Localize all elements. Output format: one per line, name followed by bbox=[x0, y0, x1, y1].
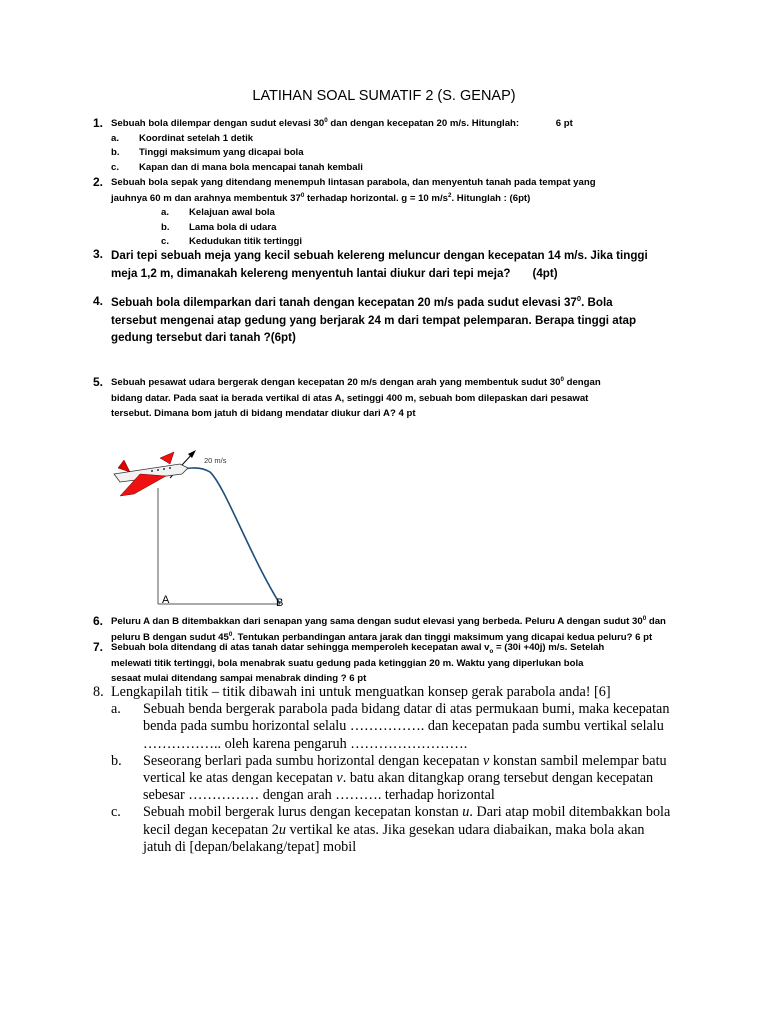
list-item: c. Kedudukan titik tertinggi bbox=[161, 236, 302, 247]
question-text: Peluru A dan B ditembakkan dari senapan yang sama dengan sudut elevasi yang berbeda. Peluru A dengan sudut $30^0$ dan peluru B dengan sudut $45^0$. Tentukan perbandingan antara jarak dan tinggi maksimum yang dicapai kedua peluru? 6 pt bbox=[111, 614, 666, 643]
question-text: Sebuah pesawat udara bergerak dengan kecepatan 20 m/s dengan arah yang membentuk sudut $30^0$ dengan bidang datar. Pada saat ia berada vertikal di atas A, setinggi 400 m, sebuah bom dilepaskan dari pesawat tersebut. Dimana bom jatuh di bidang mendatar diukur dari A? 4 pt bbox=[111, 375, 601, 419]
question-number: 8. bbox=[93, 684, 104, 700]
question-number: 3. bbox=[93, 247, 104, 261]
question-1 bbox=[93, 116, 683, 175]
points-label: 6 pt bbox=[555, 118, 573, 129]
list-item: b. Tinggi maksimum yang dicapai bola bbox=[111, 147, 304, 158]
list-item: a. Sebuah benda bergerak parabola pada bidang datar di atas permukaan bumi, maka kecepatan benda pada sumbu horizontal selalu ……………. dan kecepatan pada sumbu vertikal selalu …………….. oleh karena pengaruh ……………………. bbox=[111, 701, 670, 752]
points-label: (4pt) bbox=[532, 266, 558, 280]
question-text: Sebuah bola sepak yang ditendang menempuh lintasan parabola, dan menyentuh tanah pada tempat yang jauhnya 60 m dan arahnya membentuk $37^0$ terhadap horizontal. g = 10 $m/s^2$. Hitunglah : (6pt) bbox=[111, 177, 596, 204]
question-number: 6. bbox=[93, 614, 104, 628]
page-title: LATIHAN SOAL SUMATIF 2 (S. GENAP) bbox=[252, 88, 516, 104]
question-5 bbox=[93, 375, 683, 422]
question-4 bbox=[93, 294, 683, 347]
question-text: Dari tepi sebuah meja yang kecil sebuah kelereng meluncur dengan kecepatan 14 m/s. Jika tinggi meja 1,2 m, dimanakah kelereng menyentuh lantai diukur dari tepi meja? (4pt) bbox=[111, 249, 648, 280]
list-item: c. Kapan dan di mana bola mencapai tanah kembali bbox=[111, 161, 363, 173]
question-8 bbox=[93, 684, 683, 856]
question-number: 5. bbox=[93, 375, 104, 389]
trajectory-diagram bbox=[100, 446, 300, 614]
question-number: 4. bbox=[93, 294, 104, 308]
list-item: a. Kelajuan awal bola bbox=[161, 207, 275, 218]
list-item: a. Koordinat setelah 1 detik bbox=[111, 132, 254, 144]
list-item: b. Seseorang berlari pada sumbu horizontal dengan kecepatan v konstan sambil melempar batu vertical ke atas dengan kecepatan v. batu akan ditangkap orang tersebut dengan kecepatan sebesar …………… dengan arah ………. terhadap horizontal bbox=[111, 752, 667, 804]
list-item: b. Lama bola di udara bbox=[161, 221, 277, 233]
question-text: Lengkapilah titik – titik dibawah ini untuk menguatkan konsep gerak parabola anda! [6] bbox=[111, 684, 611, 700]
trajectory-curve bbox=[160, 468, 280, 604]
question-7 bbox=[93, 640, 683, 687]
list-item: c. Sebuah mobil bergerak lurus dengan kecepatan konstan u. Dari atap mobil ditembakkan bola kecil degan kecepatan 2u vertikal ke atas. Jika gesekan udara diabaikan, maka bola akan jatuh di [depan/belakang/tepat] mobil bbox=[111, 804, 671, 855]
question-text: Sebuah bola dilemparkan dari tanah dengan kecepatan 20 m/s pada sudut elevasi $37^0$. Bola tersebut mengenai atap gedung yang berjarak 24 m dari tempat pelemparan. Berapa tinggi atap gedung tersebut dari tanah ?(6pt) bbox=[111, 294, 637, 344]
point-b-label: B bbox=[276, 597, 284, 609]
airplane-icon bbox=[114, 452, 188, 496]
question-number: 1. bbox=[93, 116, 104, 130]
trajectory-svg bbox=[100, 446, 300, 614]
question-number: 7. bbox=[93, 640, 104, 654]
point-a-label: A bbox=[162, 594, 170, 606]
question-number: 2. bbox=[93, 175, 104, 189]
question-text: Sebuah bola dilempar dengan sudut elevasi $30^0$ dan dengan kecepatan 20 m/s. Hitunglah: 6 pt bbox=[111, 116, 573, 129]
velocity-label: 20 m/s bbox=[204, 456, 227, 465]
question-3 bbox=[93, 247, 683, 282]
question-text: Sebuah bola ditendang di atas tanah datar sehingga memperoleh kecepatan awal $v_o = (30i +40j)$ m/s. Setelah melewati titik tertinggi, bola menabrak suatu gedung pada ketinggian 20 m. Waktu yang diperlukan bola sesaat mulai ditendang sampai menabrak dinding ? 6 pt bbox=[111, 642, 605, 684]
question-2 bbox=[93, 175, 683, 250]
